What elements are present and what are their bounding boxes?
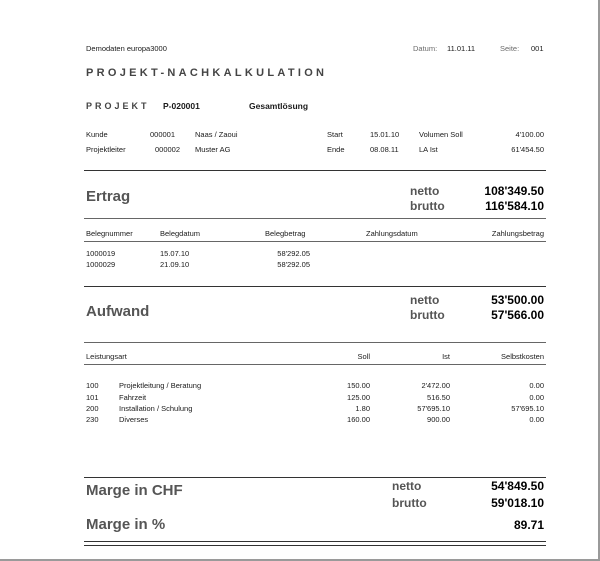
service-code: 100: [86, 381, 99, 390]
service-soll: 125.00: [347, 393, 370, 402]
end-value: 08.08.11: [370, 145, 399, 154]
col-zahlungsbetrag: Zahlungsbetrag: [491, 229, 544, 238]
service-code: 230: [86, 415, 99, 424]
service-ist: 57'695.10: [417, 404, 450, 413]
marge-brutto-label: brutto: [392, 496, 427, 510]
volume-value: 4'100.00: [515, 130, 544, 139]
service-name: Diverses: [119, 415, 149, 424]
ertrag-netto-value: 108'349.50: [484, 184, 544, 198]
beleg-date: 15.07.10: [160, 249, 190, 258]
manager-name: Muster AG: [195, 145, 231, 154]
service-selbstkosten: 57'695.10: [511, 404, 544, 413]
aufwand-brutto-value: 57'566.00: [491, 308, 544, 322]
col-ist: Ist: [442, 352, 450, 361]
service-ist: 2'472.00: [421, 381, 450, 390]
service-name: Fahrzeit: [119, 393, 147, 402]
manager-label: Projektleiter: [86, 145, 126, 154]
marge-brutto-value: 59'018.10: [491, 496, 544, 510]
service-soll: 1.80: [355, 404, 370, 413]
divider: [84, 541, 546, 542]
marge-chf-label: Marge in CHF: [86, 482, 183, 499]
service-ist: 516.50: [427, 393, 450, 402]
report-title: PROJEKT-NACHKALKULATION: [86, 67, 328, 79]
aufwand-netto-label: netto: [410, 293, 440, 307]
ertrag-brutto-value: 116'584.10: [485, 199, 544, 213]
ertrag-brutto-label: brutto: [410, 199, 445, 213]
project-label: PROJEKT: [86, 101, 150, 111]
marge-netto-label: netto: [392, 479, 422, 493]
project-number: P-020001: [163, 101, 200, 111]
manager-number: 000002: [155, 145, 181, 154]
volume-label: Volumen Soll: [419, 130, 463, 139]
customer-label: Kunde: [86, 130, 108, 139]
ertrag-netto-label: netto: [410, 184, 440, 198]
service-selbstkosten: 0.00: [529, 415, 544, 424]
customer-name: Naas / Zaoui: [195, 130, 238, 139]
marge-netto-value: 54'849.50: [491, 479, 544, 493]
beleg-amount: 58'292.05: [277, 260, 310, 269]
marge-pct-value: 89.71: [513, 518, 544, 532]
aufwand-netto-value: 53'500.00: [491, 293, 544, 307]
ertrag-title: Ertrag: [86, 188, 131, 205]
project-name: Gesamtlösung: [249, 101, 309, 111]
service-selbstkosten: 0.00: [529, 381, 544, 390]
page-value: 001: [531, 44, 544, 53]
col-soll: Soll: [357, 352, 370, 361]
col-zahlungsdatum: Zahlungsdatum: [366, 229, 418, 238]
beleg-date: 21.09.10: [160, 260, 190, 269]
aufwand-title: Aufwand: [86, 303, 150, 320]
service-name: Installation / Schulung: [119, 404, 193, 413]
service-name: Projektleitung / Beratung: [119, 381, 202, 390]
col-belegnummer: Belegnummer: [86, 229, 133, 238]
la-label: LA Ist: [419, 145, 438, 154]
divider: [84, 286, 546, 287]
divider: [84, 241, 546, 242]
col-selbstkosten: Selbstkosten: [501, 352, 544, 361]
divider: [84, 364, 546, 365]
customer-number: 000001: [150, 130, 176, 139]
divider: [84, 342, 546, 343]
beleg-amount: 58'292.05: [277, 249, 310, 258]
divider: [84, 170, 546, 171]
service-code: 101: [86, 393, 99, 402]
divider: [84, 218, 546, 219]
service-ist: 900.00: [427, 415, 450, 424]
date-value: 11.01.11: [447, 44, 476, 53]
date-label: Datum:: [413, 44, 438, 53]
page-label: Seite:: [500, 44, 520, 53]
service-soll: 160.00: [347, 415, 370, 424]
service-soll: 150.00: [347, 381, 370, 390]
marge-pct-label: Marge in %: [86, 516, 166, 533]
company-name: Demodaten europa3000: [86, 44, 167, 53]
divider: [84, 477, 546, 478]
start-label: Start: [327, 130, 343, 139]
col-belegdatum: Belegdatum: [160, 229, 201, 238]
la-value: 61'454.50: [511, 145, 544, 154]
beleg-nr: 1000019: [86, 249, 116, 258]
end-label: Ende: [327, 145, 345, 154]
service-selbstkosten: 0.00: [529, 393, 544, 402]
service-code: 200: [86, 404, 99, 413]
col-belegbetrag: Belegbetrag: [265, 229, 306, 238]
aufwand-brutto-label: brutto: [410, 308, 445, 322]
col-leistungsart: Leistungsart: [86, 352, 127, 361]
beleg-nr: 1000029: [86, 260, 116, 269]
start-value: 15.01.10: [370, 130, 400, 139]
divider: [84, 545, 546, 546]
